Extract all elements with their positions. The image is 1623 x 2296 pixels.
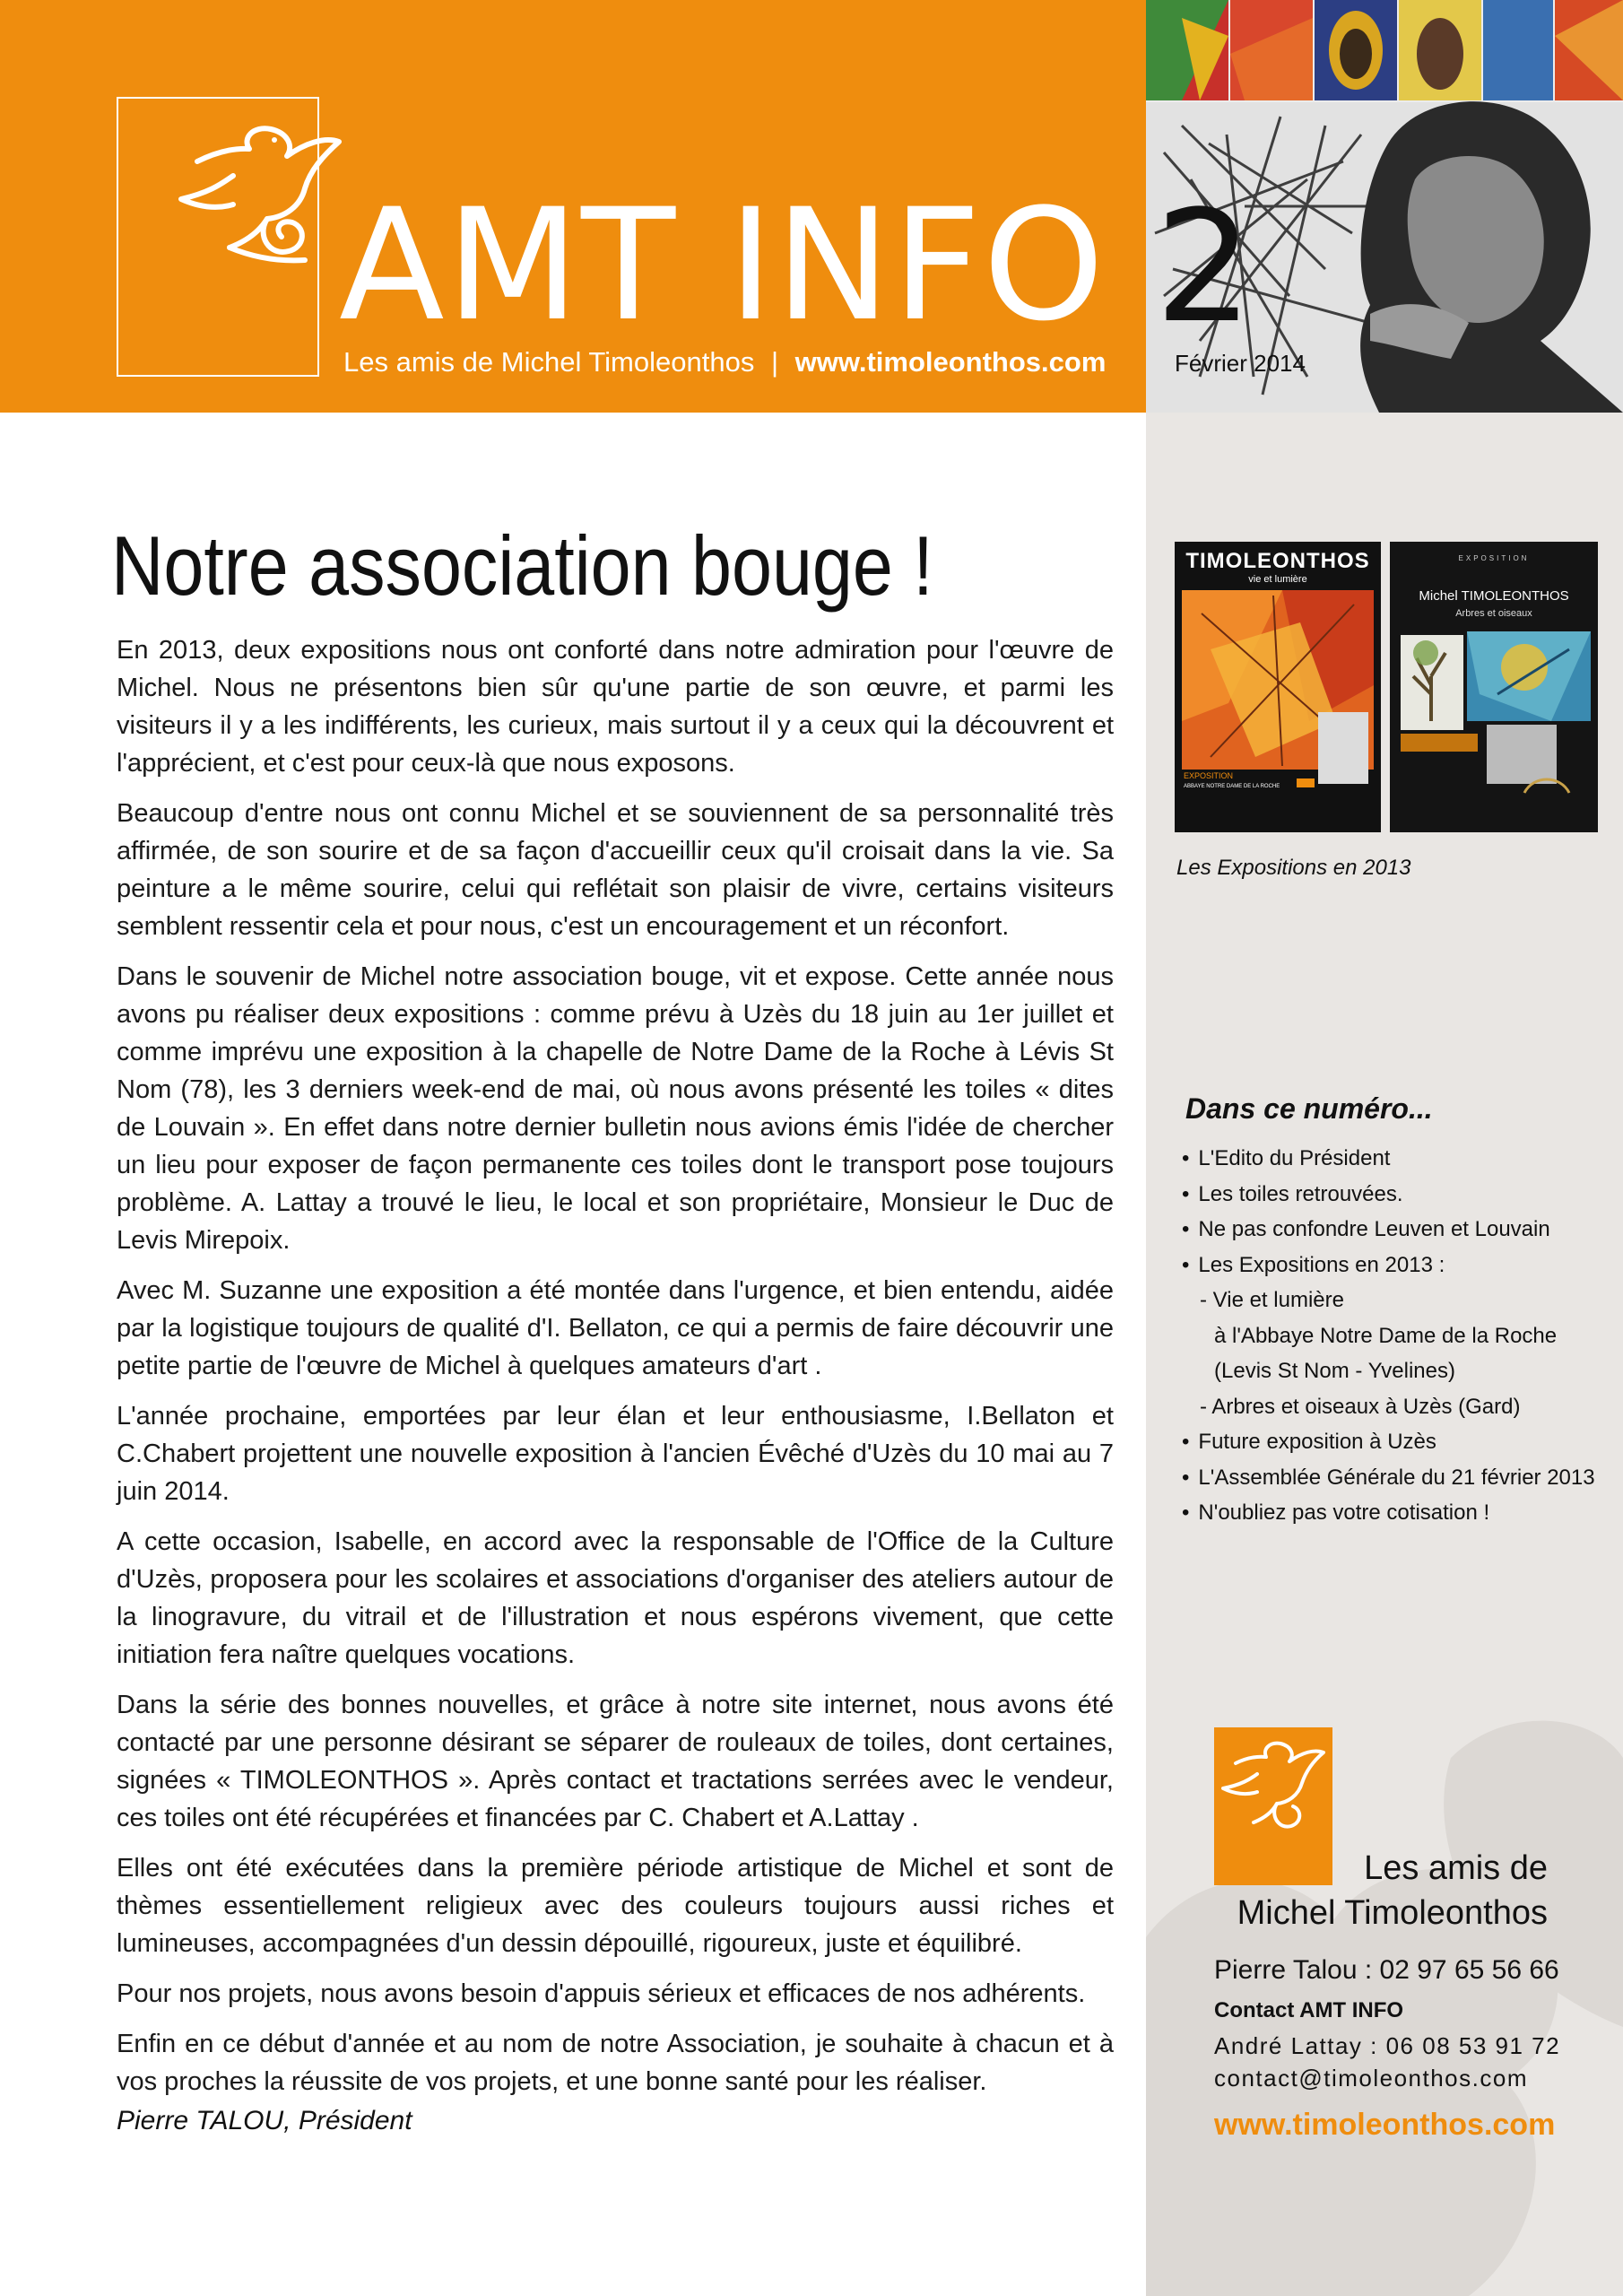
association-name-line1: Les amis de [1364,1849,1548,1887]
president-phone: Pierre Talou : 02 97 65 56 66 [1214,1955,1559,1985]
toc-item: • Future exposition à Uzès [1182,1424,1603,1460]
toc-item: • Les Expositions en 2013 : [1182,1248,1603,1283]
issue-number: 2 [1155,177,1254,357]
poster1-venue: ABBAYE NOTRE DAME DE LA ROCHE [1184,784,1280,789]
poster2-artwork-image [1390,542,1598,832]
subtitle-website-link[interactable]: www.timoleonthos.com [794,346,1107,378]
issue-date: Février 2014 [1175,350,1306,377]
contact-website-link[interactable]: www.timoleonthos.com [1214,2108,1556,2142]
article-headline: Notre association bouge ! [111,518,933,613]
poster1-label: EXPOSITION [1184,771,1234,780]
dove-logo-icon [170,117,350,278]
toc-item: • Ne pas confondre Leuven et Louvain [1182,1212,1603,1248]
poster1-title: TIMOLEONTHOS [1185,549,1370,573]
poster1-subtitle: vie et lumière [1248,574,1307,585]
header-subtitle [343,346,1106,378]
article-body [117,631,1114,2113]
exhibition-poster-arbres-et-oiseaux [1390,542,1598,832]
masthead [0,0,1146,413]
contact-email-link[interactable]: contact@timoleonthos.com [1214,2065,1528,2092]
contact-label: Contact AMT INFO [1214,1998,1404,2022]
toc-subitem: - Vie et lumière [1200,1288,1344,1312]
poster2-kicker: EXPOSITION [1458,554,1530,562]
poster2-subtitle: Arbres et oiseaux [1455,608,1532,619]
toc-subitem: à l'Abbaye Notre Dame de la Roche [1214,1323,1558,1348]
article-paragraph: L'année prochaine, emportées par leur élan et leur enthousiasme, I.Bellaton et C.Chabert projettent une nouvelle exposition à l'ancien Évêché d'Uzès du 10 mai au 7 juin 2014. [117,1402,1114,1506]
article-paragraph: Dans le souvenir de Michel notre association bouge, vit et expose. Cette année nous avons pu réaliser deux expositions : comme prévu à Uzès du 18 juin au 1er juillet et comme imprévu une exposition à la chapelle de Notre Dame de la Roche à Lévis St Nom (78), les 3 derniers week-end de mai, où nous avons présenté les toiles « dites de Louvain ». En effet dans notre dernier bulletin nous avions émis l'idée de chercher un lieu pour exposer de façon permanente ces toiles dont le transport pose toujours problème. A. Lattay a trouvé le lieu, le local et son propriétaire, Monsieur le Duc de Levis Mirepoix. [117,962,1114,1255]
article-signature: Pierre TALOU, Président [117,2106,412,2135]
poster2-title: Michel TIMOLEONTHOS [1419,588,1569,604]
toc-list [1182,1141,1603,1531]
newsletter-title: AMT INFO [339,175,1107,355]
article-paragraph: Dans la série des bonnes nouvelles, et grâce à notre site internet, nous avons été contacté par une personne désirant se séparer de rouleaux de toiles, dont certaines, signées « TIMOLEONTHOS ». Après contact et tractations serrées avec le vendeur, ces toiles ont été récupérées et financées par C. Chabert et A.Lattay . [117,1691,1114,1832]
toc-item: • L'Edito du Président [1182,1141,1603,1177]
subtitle-association: Les amis de Michel Timoleonthos [343,346,755,378]
toc-subitem: - Arbres et oiseaux à Uzès (Gard) [1200,1394,1521,1419]
article-paragraph: Elles ont été exécutées dans la première période artistique de Michel et sont de thèmes essentiellement religieux avec des couleurs toujours aussi riches et lumineuses, accompagnées d'un dessin dépouillé, rigoureux, juste et équilibré. [117,1854,1114,1958]
article-paragraph: Pour nos projets, nous avons besoin d'appuis sérieux et efficaces de nos adhérents. [117,1979,1086,2008]
toc-item: • L'Assemblée Générale du 21 février 2013 [1182,1460,1603,1496]
toc-subitem: (Levis St Nom - Yvelines) [1214,1359,1455,1383]
association-name-line2: Michel Timoleonthos [1237,1894,1548,1932]
article-paragraph: En 2013, deux expositions nous ont conforté dans notre admiration pour l'œuvre de Michel. Nous ne présentons bien sûr qu'une partie de son œuvre, et parmi les visiteurs il y a les indifférents, les curieux, mais surtout il y a ceux qui la découvrent et l'apprécient, et c'est pour ceux-là que nous exposons. [117,636,1114,778]
association-name [1237,1846,1548,1935]
toc-item: • N'oubliez pas votre cotisation ! [1182,1495,1603,1531]
subtitle-separator: | [770,346,779,378]
article-paragraph: Enfin en ce début d'année et au nom de notre Association, je souhaite à chacun et à vos proches la réussite de vos projets, et une bonne santé pour les réaliser. [117,2030,1114,2096]
article-paragraph: Avec M. Suzanne une exposition a été montée dans l'urgence, et bien entendu, aidée par la logistique toujours de qualité d'I. Bellaton, ce qui a permis de faire découvrir une petite partie de l'œuvre de Michel à quelques amateurs d'art . [117,1276,1114,1380]
article-paragraph: Beaucoup d'entre nous ont connu Michel et se souviennent de sa personnalité très affirmée, de son sourire et de sa façon d'accueillir ceux qu'il croisait dans la vie. Sa peinture a le même sourire, celui qui reflétait son plaisir de vivre, certains visiteurs semblent ressentir cela et pour nous, c'est un encouragement et un réconfort. [117,799,1114,941]
toc-title: Dans ce numéro... [1185,1092,1433,1125]
article-paragraph: A cette occasion, Isabelle, en accord avec la responsable de l'Office de la Culture d'Uzès, proposera pour les scolaires et associations d'organiser des ateliers autour de la linogravure, du vitrail et de l'illustration et nous espérons vivement, que cette initiation fera naître quelques vocations. [117,1527,1114,1669]
posters-caption: Les Expositions en 2013 [1176,856,1411,880]
toc-item: • Les toiles retrouvées. [1182,1177,1603,1213]
exhibition-poster-vie-et-lumiere [1175,542,1381,832]
contact-phone: André Lattay : 06 08 53 91 72 [1214,2032,1561,2059]
